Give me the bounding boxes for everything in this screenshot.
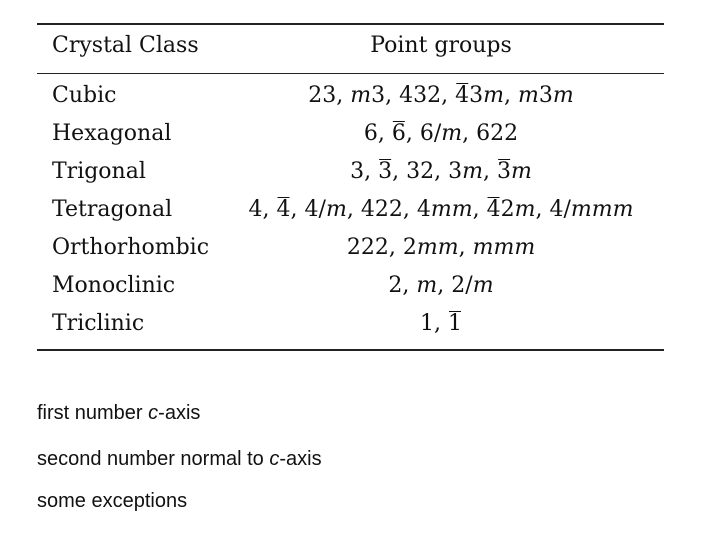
note-first-number: first number c-axis: [37, 402, 201, 424]
class-hexagonal: Hexagonal: [52, 121, 172, 146]
groups-tetragonal: 4, 4, 4/m, 422, 4mm, 42m, 4/mmm: [248, 197, 634, 222]
groups-cubic: 23, m3, 432, 43m, m3m: [308, 83, 574, 108]
note-second-number: second number normal to c-axis: [37, 448, 322, 470]
groups-triclinic: 1, 1: [420, 311, 462, 336]
class-monoclinic: Monoclinic: [52, 273, 176, 298]
class-triclinic: Triclinic: [52, 311, 145, 336]
groups-trigonal: 3, 3, 32, 3m, 3m: [350, 159, 532, 184]
class-tetragonal: Tetragonal: [52, 197, 173, 222]
header-crystal-class: Crystal Class: [52, 33, 199, 58]
class-cubic: Cubic: [52, 83, 117, 108]
class-orthorhombic: Orthorhombic: [52, 235, 210, 260]
table-top-rule: [37, 23, 664, 25]
class-trigonal: Trigonal: [52, 159, 146, 184]
header-point-groups: Point groups: [370, 33, 512, 58]
table-bottom-rule: [37, 349, 664, 351]
groups-orthorhombic: 222, 2mm, mmm: [346, 235, 536, 260]
groups-monoclinic: 2, m, 2/m: [388, 273, 494, 298]
note-exceptions: some exceptions: [37, 490, 188, 512]
groups-hexagonal: 6, 6, 6/m, 622: [363, 121, 519, 146]
table-header-rule: [37, 73, 664, 74]
